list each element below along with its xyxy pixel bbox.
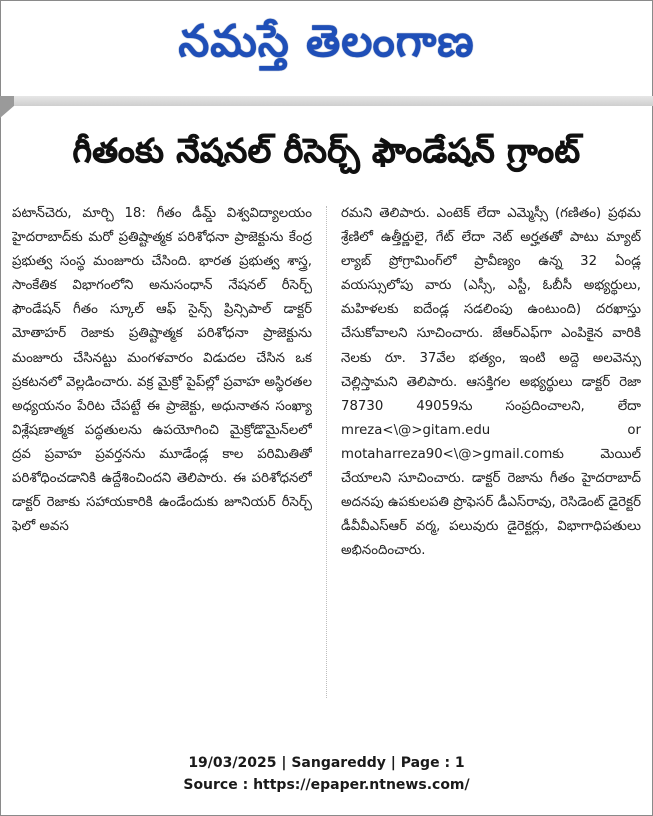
newspaper-masthead xyxy=(0,6,653,78)
column-divider xyxy=(326,206,327,698)
footer-meta: 19/03/2025 | Sangareddy | Page : 1 xyxy=(188,755,465,771)
article-text-right: రమని తెలిపారు. ఎంటెక్ లేదా ఎమ్మెస్సీ (గణితం) ప్రథమ శ్రేణిలో ఉత్తీర్ణులై, గేట్ లేదా నెట్ అర్హతతో పాటు మ్యాట్ ల్యాబ్ ప్రోగ్రామింగ్‌లో ప్రావీణ్యం ఉన్న 32 ఏండ్ల వయస్సులోపు వారు (ఎస్సీ, ఎస్టీ, ఓబీసీ అభ్యర్థులు, మహిళలకు ఐదేండ్ల సడలింపు ఉంటుంది) దరఖాస్తు చేసుకోవాలని సూచించారు. జేఆర్ఎఫ్‌గా ఎంపికైన వారికి నెలకు రూ. 37వేల భత్యం, ఇంటి అద్దె అలవెన్సు చెల్లిస్తామని తెలిపారు. ఆసక్తిగల అభ్యర్థులు డాక్టర్ రెజా 78730 49059ను సంప్రదించాలని, లేదా mreza<\@>gitam.edu or motaharreza90<\@>gmail.comకు మెయిల్ చేయాలని సూచించారు. డాక్టర్ రెజాను గీతం హైదరాబాద్ అదనపు ఉపకులపతి ప్రొఫెసర్ డీఎస్‌రావు, రెసిడెంట్ డైరెక్టర్ డీవీవీఎస్‌ఆర్ వర్మ, పలువురు డైరెక్టర్లు, విభాగాధిపతులు అభినందించారు. xyxy=(341,206,641,559)
article-body xyxy=(12,202,641,702)
article-text-left: పటాన్‌చెరు, మార్చి 18: గీతం డీమ్డ్ విశ్వవిద్యాలయం హైదరాబాద్‌కు మరో ప్రతిష్టాత్మక పరిశోధనా ప్రాజెక్టును కేంద్ర ప్రభుత్వ సంస్థ మంజూరు చేసింది. భారత ప్రభుత్వ శాస్త్ర, సాంకేతిక విభాగంలోని అనుసంధాన్ నేషనల్ రీసెర్చ్ ఫౌండేషన్ గీతం స్కూల్ ఆఫ్ సైన్స్ ప్రిన్సిపాల్ డాక్టర్ మోతాహర్ రెజాకు ప్రతిష్టాత్మక పరిశోధనా ప్రాజెక్టును మంజూరు చేసినట్టు మంగళవారం విడుదల చేసిన ఒక ప్రకటనలో వెల్లడించారు. వక్ర మైక్రో పైప్‌ల్లో ప్రవాహ అస్థిరతల అధ్యయనం పేరిట చేపట్టే ఈ ప్రాజెక్టు, అధునాతన సంఖ్యా విశ్లేషణాత్మక పద్ధతులను ఉపయోగించి మైక్రోడొమైన్‌లలో ద్రవ ప్రవాహ ప్రవర్తనను మూడేండ్ల కాల పరిమితితో పరిశోధించడానికి ఉద్దేశించిందని తెలిపారు. ఈ పరిశోధనలో డాక్టర్ రెజాకు సహాయకారికి ఉండేందుకు జూనియర్ రీసెర్చ్ ఫెలో అవస xyxy=(12,206,312,535)
article-headline: గీతంకు నేషనల్ రీసెర్చ్ ఫౌండేషన్ గ్రాంట్ xyxy=(72,130,581,170)
article-column-right xyxy=(341,202,641,702)
footer-source: Source : https://epaper.ntnews.com/ xyxy=(183,777,470,793)
page-footer xyxy=(0,752,653,796)
headline-rule xyxy=(0,96,653,106)
article-column-left xyxy=(12,202,312,702)
masthead-logo: నమస్తే తెలంగాణ xyxy=(178,16,475,67)
